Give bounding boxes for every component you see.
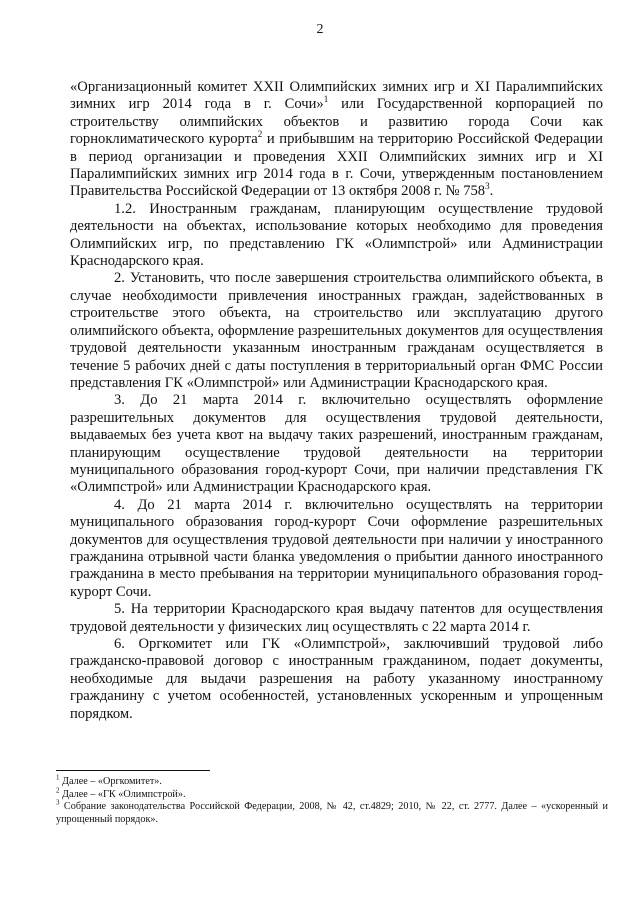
paragraph-text: или Государственной корпорацией по строительству олимпийских объектов и развитию города Сочи как горноклиматического курорта [70, 96, 603, 148]
paragraph-text: и прибывшим на территорию Российской Федерации в период организации и проведения XXII Олимпийских зимних игр и XI Паралимпийских зимних игр 2014 года в г. Сочи, утвержденным постановлением Правительства Российской Федерации от 13 октября 2008 г. № 758 [70, 131, 603, 200]
footnote-reference: 2 [257, 129, 263, 140]
footnote-mark: 1 [56, 773, 60, 782]
footnote-mark: 3 [56, 798, 60, 807]
footnote-text: Собрание законодательства Российской Федерации, 2008, № 42, ст.4829; 2010, № 22, ст. 2777. Далее – «ускоренный и упрощенный порядок». [56, 801, 608, 825]
footnote-text: Далее – «ГК «Олимпстрой». [59, 788, 186, 800]
paragraph [70, 201, 603, 271]
footnote-separator [56, 770, 210, 771]
footnote [56, 786, 608, 802]
paragraph [70, 636, 603, 723]
paragraph [70, 270, 603, 392]
paragraph-text: 4. До 21 марта 2014 г. включительно осуществлять на территории муниципального образования город-курорт Сочи оформление разрешительных документов для осуществления трудовой деятельности при наличии у иностранного гражданина отрывной части бланка уведомления о прибытии данного иностранного гражданина в место пребывания на территории муниципального образования город-курорт Сочи. [70, 496, 603, 600]
paragraph [70, 601, 603, 636]
paragraph-text: 1.2. Иностранным гражданам, планирующим осуществление трудовой деятельности на объектах, использование которых необходимо для проведения Олимпийских игр, по представлению ГК «Олимпстрой» или Администрации Краснодарского края. [70, 200, 603, 270]
paragraph [70, 497, 603, 601]
document-body [70, 79, 603, 723]
paragraph-text: «Организационный комитет XXII Олимпийских зимних игр и XI Паралимпийских зимних игр 2014 года в г. Сочи» [70, 79, 603, 113]
footnote [56, 773, 608, 789]
paragraph-text: . [489, 183, 494, 200]
footnote-reference: 3 [485, 181, 490, 192]
page-number: 2 [316, 22, 324, 37]
paragraph-text: 5. На территории Краснодарского края выдачу патентов для осуществления трудовой деятельности у физических лиц осуществлять с 22 марта 2014 г. [70, 601, 603, 635]
paragraph-text: 6. Оргкомитет или ГК «Олимпстрой», заключивший трудовой либо гражданско-правовой договор с иностранным гражданином, подает документы, необходимые для выдачи разрешения на работу указанному иностранному гражданину с учетом особенностей, установленных ускоренным и упрощенным порядком. [70, 636, 603, 722]
paragraph [70, 79, 603, 201]
paragraph-text: 3. До 21 марта 2014 г. включительно осуществлять оформление разрешительных документов для осуществления трудовой деятельности, выдаваемых без учета квот на выдачу таких разрешений, иностранным гражданам, планирующим осуществление трудовой деятельности на территории муниципального образования город-курорт Сочи, при наличии представления ГК «Олимпстрой» или Администрации Краснодарского края. [70, 392, 603, 496]
paragraph [70, 392, 603, 496]
paragraph-text: 2. Установить, что после завершения строительства олимпийского объекта, в случае необходимости привлечения иностранных граждан, задействованных в строительстве этого объекта, на строительство или эксплуатацию другого олимпийского объекта, оформление разрешительных документов для осуществления трудовой деятельности указанным иностранным гражданам осуществляется в течение 5 рабочих дней с даты поступления в территориальный орган ФМС России представления ГК «Олимпстрой» или Администрации Краснодарского края. [70, 270, 603, 391]
footnote-mark: 2 [56, 786, 60, 795]
footnote [56, 798, 608, 826]
footnotes [56, 773, 608, 826]
footnote-reference: 1 [323, 94, 329, 105]
footnote-text: Далее – «Оргкомитет». [59, 776, 162, 787]
